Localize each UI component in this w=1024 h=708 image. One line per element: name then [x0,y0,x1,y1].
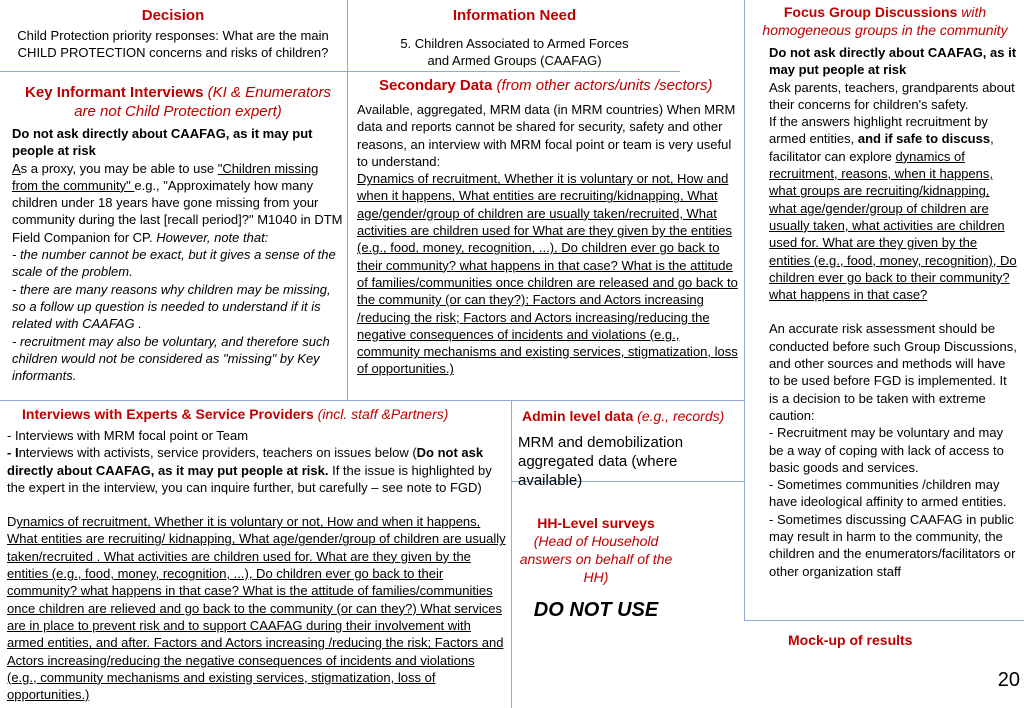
focus-group-explore: If the answers highlight recruitment by armed entities, and if safe to discuss, facilitator can explore dynamics of recruitment, reasons, when it happens, what groups are recruiting/kidnapping, what age/gender/group of children are usually taken, what activities are children used for. What are they given by the entities (e.g., food, money, recognition), Do children ever go back to their community? what happens in that case? [769,114,1017,303]
focus-group-box [749,3,1021,618]
secondary-data-title: Secondary Data (from other actors/units /sectors) [379,77,713,94]
information-need-title: Information Need [452,7,577,24]
focus-group-bullet-3: - Sometimes discussing CAAFAG in public may result in harm to the community, the children and the enumerators/facilitators or other organization staff [769,511,1016,579]
decision-box [4,6,342,62]
page-number: 20 [997,669,1020,691]
key-informant-warning: Do not ask directly about CAAFAG, as it may put people at risk [12,126,313,159]
information-need-line1: 5. Children Associated to Armed Forces [400,36,629,51]
secondary-data-text: Available, aggregated, MRM data (in MRM countries) When MRM data and reports cannot be shared for security, safety and other reasons, an interview with MRM focal point or team is very useful to understand: [357,102,736,169]
focus-group-warning: Do not ask directly about CAAFAG, as it may put people at risk [769,45,1017,78]
hh-surveys-box [516,514,676,622]
admin-data-text: MRM and demobilization aggregated data (where available) [518,434,684,489]
key-informant-note-1: - the number cannot be exact, but it gives a sense of the scale of the problem. [12,247,336,280]
focus-group-title: Focus Group Discussions with homogeneous groups in the community [762,4,1008,38]
focus-group-bullet-2: - Sometimes communities /children may have ideological affinity to armed entities. [769,477,1007,510]
experts-line-2: - Interviews with activists, service providers, teachers on issues below (Do not ask directly about CAAFAG, as it may put people at risk. If the issue is highlighted by the expert in the interview, you can inquire further, but carefully – see note to FGD) [7,445,492,495]
hh-surveys-subtitle: (Head of Household answers on behalf of the HH) [519,533,673,585]
key-informant-title: Key Informant Interviews (KI & Enumerators are not Child Protection expert) [25,84,331,120]
divider-v-1 [347,0,348,400]
mockup-label: Mock-up of results [788,632,913,648]
experts-title: Interviews with Experts & Service Providers (incl. staff &Partners) [22,406,449,422]
admin-data-title: Admin level data (e.g., records) [522,408,725,424]
hh-surveys-title: HH-Level surveys [537,515,655,531]
experts-questions: Dynamics of recruitment, Whether it is voluntary or not, How and when it happens, What entities are recruiting/ kidnapping, What age/gender/group of children are usually taken/recruited . What activities are children used for. What are they given by the entities (e.g., food, money, recognition, ...), Do children ever go back to their community? what happens in that case? What is the attitude of families/communities once children are relieved and go back to the community (or can they?) What services are in place to prevent risk and to support CAAFAG during their involvement with armed entities, and after. Factors and Actors increasing /reducing the risk; Factors and Actors increasing/reducing the negative consequences of incidents and violations (e.g., community mechanisms and existing services, stigmatization, loss of opportunities.) [7,514,506,703]
divider-v-3 [511,400,512,708]
decision-title: Decision [141,7,205,24]
information-need-line2: and Armed Groups (CAAFAG) [427,53,602,69]
divider-h-4 [744,620,1024,621]
focus-group-risk: An accurate risk assessment should be conducted before such Group Discussions, and other sources and methods will have to be used before FGD is implemented. It is a decision to be taken with extreme caution: [769,321,1017,423]
decision-text: Child Protection priority responses: What are the main CHILD PROTECTION concerns and risks of children? [17,28,329,61]
experts-box [7,405,507,707]
secondary-data-questions: Dynamics of recruitment, Whether it is voluntary or not, How and when it happens, What entities are recruiting/kidnapping, What age/gender/group of children are usually taken/recruited, What activities are children used for What are they given by the entities (e.g., food, money, recognition, ...), Do children ever go back to their community? what happens in that case? What is the attitude of families/communities once children are released and go back to the community (or can they?); Factors and Actors increasing /reducing the risk; Factors and Actors increasing/reducing the negative consequences of incidents and violations (e.g., community mechanisms and existing services, stigmatization, loss of opportunities.) [357,171,738,377]
key-informant-box [12,83,344,398]
focus-group-bullet-1: - Recruitment may be voluntary and may be a way of coping with lack of access to basic goods and services. [769,425,1004,475]
secondary-data-box [357,76,739,398]
focus-group-intro: Ask parents, teachers, grandparents about their concerns for children's safety. [769,79,1015,112]
experts-line-1: - Interviews with MRM focal point or Team [7,428,249,443]
admin-data-box [518,407,742,490]
key-informant-note-3: - recruitment may also be voluntary, and therefore such children would not be considered as "missing" by Key informants. [12,333,330,384]
divider-h-2 [0,400,744,401]
key-informant-note-2: - there are many reasons why children may be missing, so a follow up question is needed to understand if it is related with CAAFAG . [12,281,331,332]
divider-h-1 [0,71,680,72]
mockup-box [788,631,988,649]
hh-surveys-warning: DO NOT USE [533,599,659,621]
key-informant-proxy: As a proxy, you may be able to use "Children missing from the community" e.g., "Approximately how many children under 18 years have gone missing from your community during the last [recall period]?" M1040 in DTM Field Companion for CP. However, note that: [12,160,343,245]
divider-v-2 [744,0,745,620]
information-need-box [352,6,677,70]
